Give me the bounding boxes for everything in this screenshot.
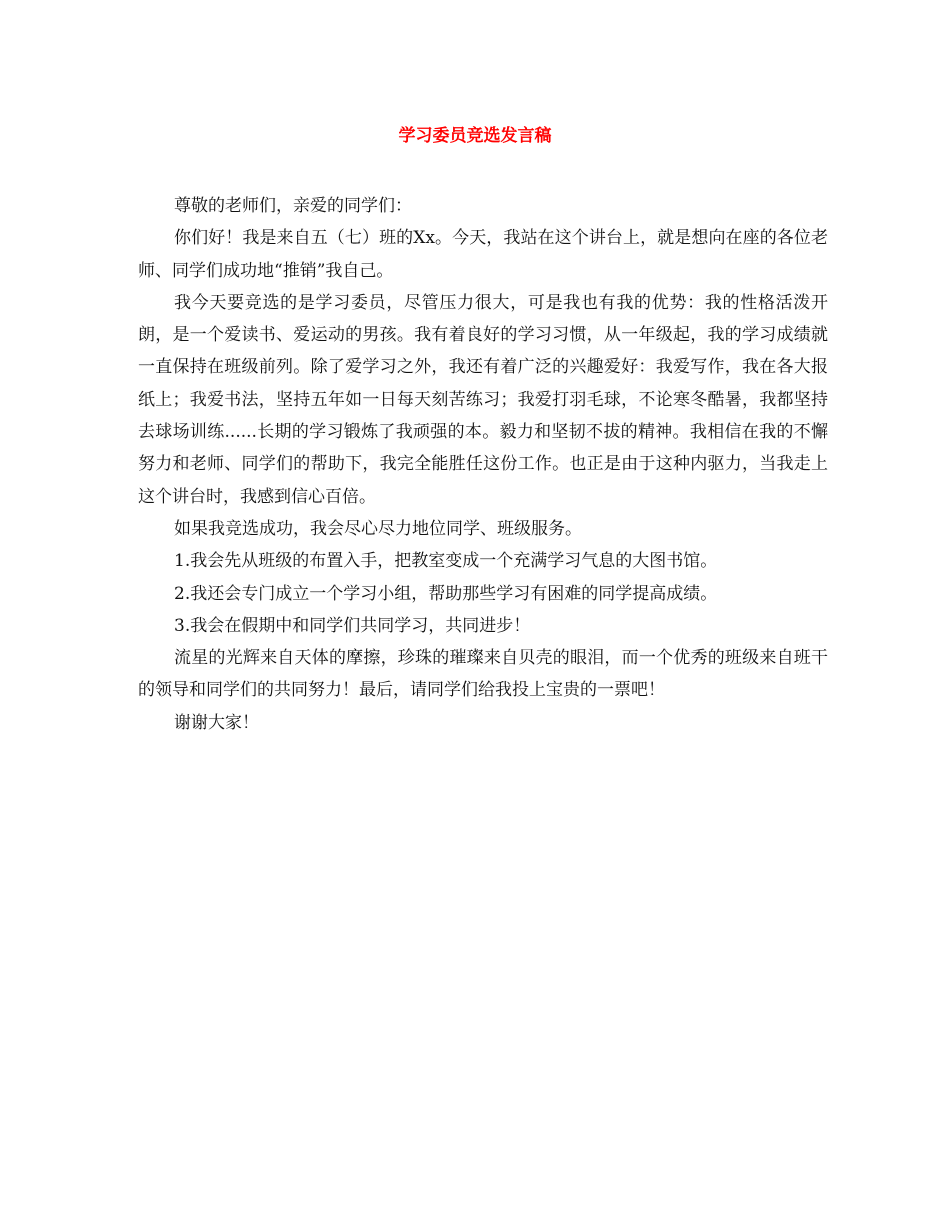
paragraph-plan-1: 1.我会先从班级的布置入手，把教室变成一个充满学习气息的大图书馆。 <box>174 551 718 572</box>
paragraph-promise: 如果我竞选成功，我会尽心尽力地位同学、班级服务。 <box>174 518 582 539</box>
paragraph-introduction: 你们好！我是来自五（七）班的Xx。今天，我站在这个讲台上，就是想向在座的各位老师、同学们成功地“推销”我自己。 <box>138 228 828 281</box>
document-title: 学习委员竞选发言稿 <box>398 126 552 146</box>
paragraph-strengths: 我今天要竞选的是学习委员，尽管压力很大，可是我也有我的优势：我的性格活泼开朗，是一个爱读书、爱运动的男孩。我有着良好的学习习惯，从一年级起，我的学习成绩就一直保持在班级前列。除了爱学习之外，我还有着广泛的兴趣爱好：我爱写作，我在各大报纸上；我爱书法，坚持五年如一日每天刻苦练习；我爱打羽毛球，不论寒冬酷暑，我都坚持去球场训练......长期的学习锻炼了我顽强的本。毅力和坚韧不拔的精神。我相信在我的不懈努力和老师、同学们的帮助下，我完全能胜任这份工作。也正是由于这种内驱力，当我走上这个讲台时，我感到信心百倍。 <box>138 292 828 507</box>
paragraph-closing: 流星的光辉来自天体的摩擦，珍珠的璀璨来自贝壳的眼泪，而一个优秀的班级来自班干的领导和同学们的共同努力！最后，请同学们给我投上宝贵的一票吧！ <box>138 648 828 701</box>
paragraph-plan-3: 3.我会在假期中和同学们共同学习，共同进步！ <box>174 615 531 636</box>
paragraph-plan-2: 2.我还会专门成立一个学习小组，帮助那些学习有困难的同学提高成绩。 <box>174 583 718 604</box>
paragraph-greeting: 尊敬的老师们，亲爱的同学们： <box>174 196 412 216</box>
document-body <box>138 190 828 739</box>
paragraph-thanks: 谢谢大家！ <box>174 712 259 733</box>
